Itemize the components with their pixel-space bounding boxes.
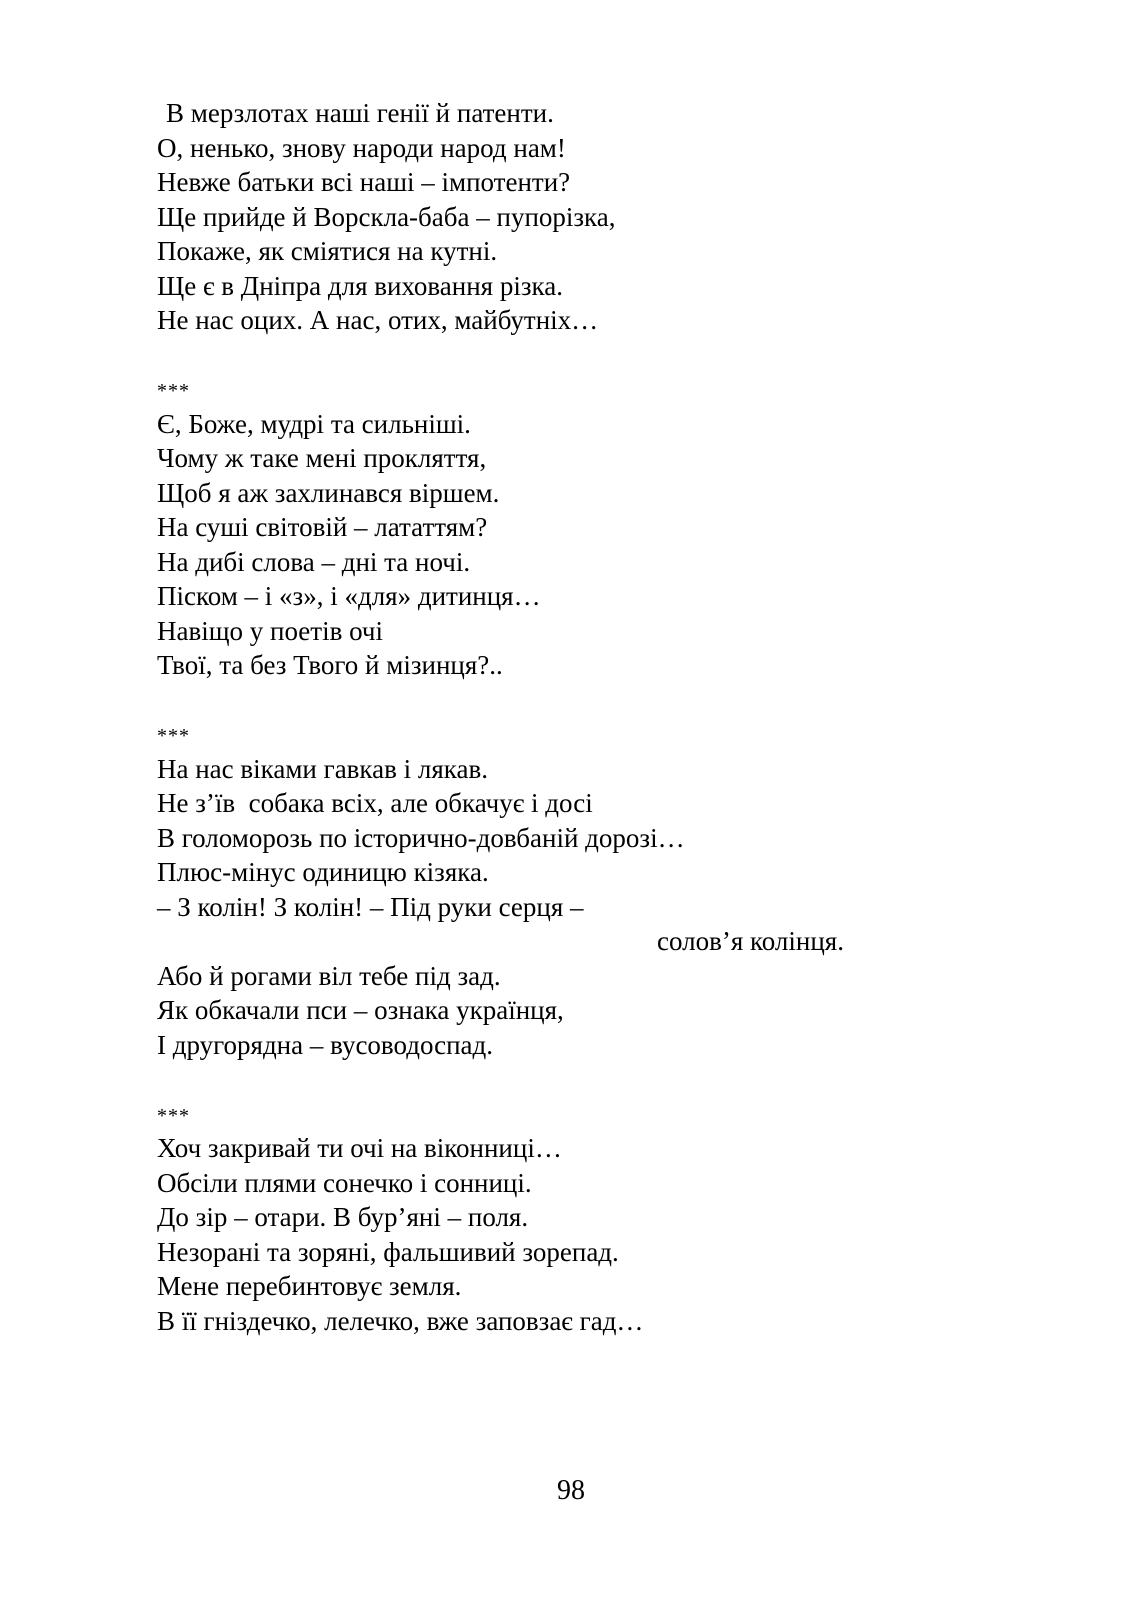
stanza-2 <box>157 372 917 683</box>
stanza-1 <box>157 96 917 338</box>
poem-line-indented: солов’я колінця. <box>657 926 844 956</box>
poem-line: Ще прийде й Ворскла-баба – пупорізка, <box>157 201 616 232</box>
stanza-3 <box>157 717 917 1062</box>
poem-line: Невже батьки всі наші – імпотенти? <box>157 167 571 197</box>
poem-line: Не нас оцих. А нас, отих, майбутніх… <box>157 305 599 335</box>
stanza-4 <box>157 1097 917 1339</box>
poem-line: До зір – отари. В бур’яні – поля. <box>157 1202 529 1232</box>
poem-line: На суші світовій – лататтям? <box>157 512 488 542</box>
poem-line: Є, Боже, мудрі та сильніші. <box>157 408 471 439</box>
poem-line: Покаже, як сміятися на кутні. <box>157 236 498 266</box>
poem-line: Хоч закривай ти очі на віконниці… <box>157 1133 562 1163</box>
stanza-gap <box>157 338 917 373</box>
poem-line: Навіщо у поетів очі <box>157 615 383 646</box>
poem-line: На дибі слова – дні та ночі. <box>157 546 471 577</box>
poem-line: Піском – і «з», і «для» дитинця… <box>157 581 541 611</box>
poem-line: В голоморозь по історично-довбаній дорозі… <box>157 822 685 853</box>
poem-line: Ще є в Дніпра для виховання різка. <box>157 270 563 301</box>
poem-line: Мене перебинтовує земля. <box>157 1271 462 1301</box>
stanza-separator: *** <box>157 725 190 747</box>
stanza-gap <box>157 1062 917 1097</box>
poem-line: Обсіли плями сонечко і сонниці. <box>157 1167 532 1198</box>
poem-line: Не з’їв собака всіх, але обкачує і досі <box>157 788 593 818</box>
poem-line: В її гніздечко, лелечко, вже заповзає гад… <box>157 1305 644 1336</box>
poem-text <box>157 96 917 1338</box>
poem-line: Як обкачали пси – ознака українця, <box>157 995 564 1025</box>
poem-line: О, ненько, знову народи народ нам! <box>157 132 566 163</box>
poem-line: Твої, та без Твого й мізинця?.. <box>157 650 503 680</box>
poem-line: – З колін! З колін! – Під руки серця – <box>157 891 584 922</box>
poem-line: Незорані та зоряні, фальшивий зорепад. <box>157 1236 619 1267</box>
poem-line: Плюс-мінус одиницю кізяка. <box>157 857 489 887</box>
stanza-separator: *** <box>157 380 190 402</box>
poem-line: Чому ж таке мені прокляття, <box>157 443 487 473</box>
poem-line: Або й рогами віл тебе під зад. <box>157 960 501 991</box>
poem-line: На нас віками гавкав і лякав. <box>157 753 488 784</box>
poem-line: І другорядна – вусоводоспад. <box>157 1029 494 1060</box>
stanza-gap <box>157 683 917 718</box>
poem-line: Щоб я аж захлинався віршем. <box>157 477 500 508</box>
poem-line: В мерзлотах наші генії й патенти. <box>166 98 554 128</box>
page-number: 98 <box>557 1475 585 1506</box>
stanza-separator: *** <box>157 1104 190 1127</box>
